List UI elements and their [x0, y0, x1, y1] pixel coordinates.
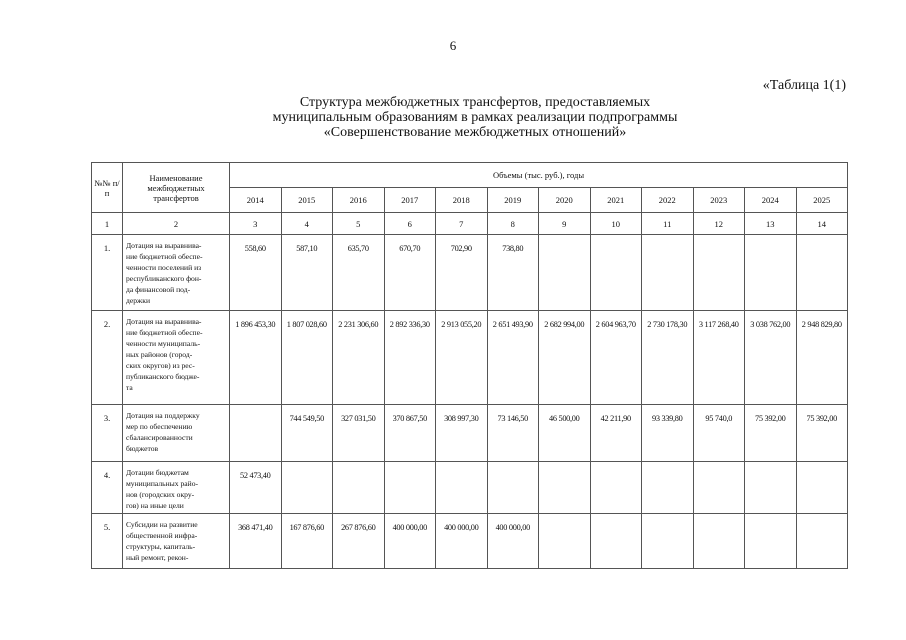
year-header: 2022 — [642, 188, 694, 213]
value-cell: 2 604 963,70 — [590, 311, 642, 405]
header-volumes: Объемы (тыс. руб.), годы — [230, 163, 848, 188]
value-cell: 635,70 — [333, 235, 385, 311]
value-cell: 400 000,00 — [384, 514, 436, 569]
transfers-table — [91, 162, 848, 569]
value-cell — [642, 514, 694, 569]
column-number: 13 — [745, 213, 797, 235]
value-cell: 670,70 — [384, 235, 436, 311]
year-header: 2021 — [590, 188, 642, 213]
value-cell: 327 031,50 — [333, 405, 385, 462]
value-cell: 3 117 268,40 — [693, 311, 745, 405]
row-number: 1. — [92, 235, 123, 311]
year-header: 2023 — [693, 188, 745, 213]
value-cell: 95 740,0 — [693, 405, 745, 462]
transfer-name: Дотация на выравнива- ние бюджетной обеспе- ченности муниципаль- ных районов (город- ских округов) из рес- публиканского бюдже- та — [123, 311, 230, 405]
value-cell — [539, 514, 591, 569]
value-cell: 738,80 — [487, 235, 539, 311]
title-line: муниципальным образованиям в рамках реализации подпрограммы — [272, 110, 678, 125]
table-row — [92, 462, 848, 514]
value-cell — [693, 235, 745, 311]
value-cell: 744 549,50 — [281, 405, 333, 462]
value-cell: 42 211,90 — [590, 405, 642, 462]
row-number: 2. — [92, 311, 123, 405]
value-cell: 2 651 493,90 — [487, 311, 539, 405]
document-title — [230, 95, 720, 140]
value-cell: 702,90 — [436, 235, 488, 311]
value-cell: 2 948 829,80 — [796, 311, 848, 405]
value-cell — [693, 462, 745, 514]
year-header: 2014 — [230, 188, 282, 213]
value-cell — [745, 235, 797, 311]
column-number: 10 — [590, 213, 642, 235]
value-cell — [590, 514, 642, 569]
table-row — [92, 311, 848, 405]
year-header: 2018 — [436, 188, 488, 213]
value-cell — [384, 462, 436, 514]
value-cell — [487, 462, 539, 514]
column-number: 4 — [281, 213, 333, 235]
header-row — [92, 163, 848, 188]
column-number: 12 — [693, 213, 745, 235]
column-number-row — [92, 213, 848, 235]
value-cell — [693, 514, 745, 569]
table-row — [92, 405, 848, 462]
value-cell — [745, 462, 797, 514]
value-cell — [281, 462, 333, 514]
value-cell: 308 997,30 — [436, 405, 488, 462]
row-number: 3. — [92, 405, 123, 462]
value-cell: 1 896 453,30 — [230, 311, 282, 405]
row-number: 5. — [92, 514, 123, 569]
value-cell: 167 876,60 — [281, 514, 333, 569]
value-cell: 93 339,80 — [642, 405, 694, 462]
column-number: 2 — [123, 213, 230, 235]
value-cell: 2 231 306,60 — [333, 311, 385, 405]
value-cell — [333, 462, 385, 514]
column-number: 9 — [539, 213, 591, 235]
value-cell: 75 392,00 — [796, 405, 848, 462]
row-number: 4. — [92, 462, 123, 514]
value-cell — [590, 235, 642, 311]
value-cell — [436, 462, 488, 514]
value-cell: 587,10 — [281, 235, 333, 311]
year-header: 2025 — [796, 188, 848, 213]
value-cell: 2 913 055,20 — [436, 311, 488, 405]
year-header: 2019 — [487, 188, 539, 213]
value-cell: 1 807 028,60 — [281, 311, 333, 405]
transfer-name: Дотации бюджетам муниципальных райо- нов (городских окру- гов) на иные цели — [123, 462, 230, 514]
value-cell: 558,60 — [230, 235, 282, 311]
value-cell — [796, 235, 848, 311]
column-number: 8 — [487, 213, 539, 235]
year-header: 2020 — [539, 188, 591, 213]
value-cell — [642, 462, 694, 514]
value-cell: 370 867,50 — [384, 405, 436, 462]
value-cell: 267 876,60 — [333, 514, 385, 569]
value-cell: 2 892 336,30 — [384, 311, 436, 405]
value-cell — [642, 235, 694, 311]
value-cell — [745, 514, 797, 569]
header-num: №№ п/п — [92, 163, 123, 213]
transfer-name: Дотация на поддержку мер по обеспечению сбалансированности бюджетов — [123, 405, 230, 462]
column-number: 7 — [436, 213, 488, 235]
value-cell — [230, 405, 282, 462]
value-cell: 46 500,00 — [539, 405, 591, 462]
page-number: 6 — [449, 38, 457, 53]
table-row — [92, 235, 848, 311]
table-label: «Таблица 1(1) — [762, 78, 846, 93]
value-cell: 400 000,00 — [487, 514, 539, 569]
value-cell: 400 000,00 — [436, 514, 488, 569]
value-cell: 2 730 178,30 — [642, 311, 694, 405]
value-cell — [590, 462, 642, 514]
value-cell — [539, 235, 591, 311]
title-line: Структура межбюджетных трансфертов, предоставляемых — [299, 95, 651, 110]
year-header: 2016 — [333, 188, 385, 213]
header-name: Наименование межбюджетных трансфертов — [123, 163, 230, 213]
value-cell: 52 473,40 — [230, 462, 282, 514]
value-cell: 368 471,40 — [230, 514, 282, 569]
column-number: 3 — [230, 213, 282, 235]
transfer-name: Дотация на выравнива- ние бюджетной обеспе- ченности поселений из республиканского фон- да финансовой под- держки — [123, 235, 230, 311]
column-number: 1 — [92, 213, 123, 235]
value-cell: 73 146,50 — [487, 405, 539, 462]
transfer-name: Субсидии на развитие общественной инфра- структуры, капиталь- ный ремонт, рекон- — [123, 514, 230, 569]
column-number: 5 — [333, 213, 385, 235]
value-cell: 2 682 994,00 — [539, 311, 591, 405]
column-number: 6 — [384, 213, 436, 235]
table-row — [92, 514, 848, 569]
column-number: 14 — [796, 213, 848, 235]
title-line: «Совершенствование межбюджетных отношений» — [323, 125, 627, 140]
year-header: 2015 — [281, 188, 333, 213]
value-cell: 75 392,00 — [745, 405, 797, 462]
column-number: 11 — [642, 213, 694, 235]
value-cell — [796, 514, 848, 569]
year-header: 2017 — [384, 188, 436, 213]
value-cell: 3 038 762,00 — [745, 311, 797, 405]
value-cell — [539, 462, 591, 514]
value-cell — [796, 462, 848, 514]
year-header: 2024 — [745, 188, 797, 213]
